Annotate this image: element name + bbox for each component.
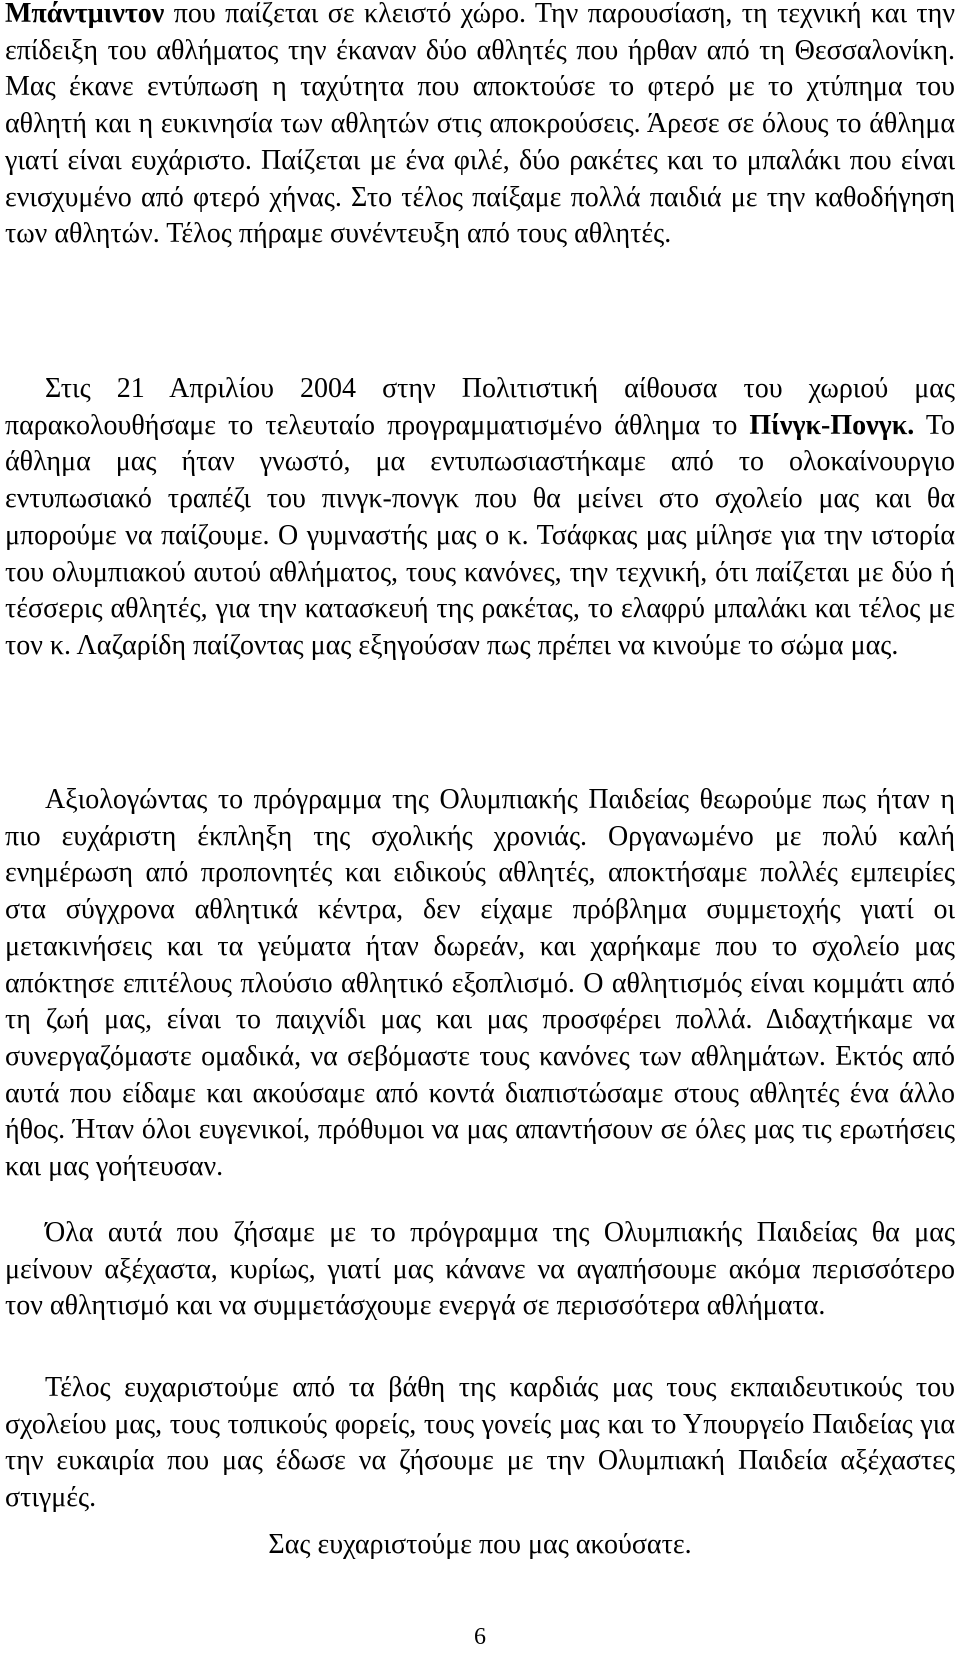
paragraph-ping-pong-text: Το άθλημα μας ήταν γνωστό, μα εντυπωσιαστήκαμε από το ολοκαίνουργιο εντυπωσιακό τραπέζι του πινγκ-πονγκ που θα μείνει στο σχολείο μας και θα μπορούμε να παίζουμε. Ο γυμναστής μας ο κ. Τσάφκας μας μίλησε για την ιστορία του ολυμπιακού αυτού αθλήματος, τους κανόνες, την τεχνική, ότι παίζεται με δύο ή τέσσερις αθλητές, για την κατασκευή της ρακέτας, το ελαφρύ μπαλάκι και τέλος με τον κ. Λαζαρίδη παίζοντας μας εξηγούσαν πως πρέπει να κινούμε το σώμα μας. [5, 409, 956, 661]
paragraph-badminton-text: που παίζεται σε κλειστό χώρο. Την παρουσίαση, τη τεχνική και την επίδειξη του αθλήματος την έκαναν δύο αθλητές που ήρθαν από τη Θεσσαλονίκη. Μας έκανε εντύπωση η ταχύτητα που αποκτούσε το φτερό με το χτύπημα του αθλητή και η ευκινησία των αθλητών στις αποκρούσεις. Άρεσε σε όλους το άθλημα γιατί είναι ευχάριστο. Παίζεται με ένα φιλέ, δύο ρακέτες και το μπαλάκι που είναι ενισχυμένο από φτερό χήνας. Στο τέλος παίξαμε πολλά παιδιά με την καθοδήγηση των αθλητών. Τέλος πήραμε συνέντευξη από τους αθλητές. [5, 0, 955, 250]
paragraph-badminton [5, 0, 955, 253]
paragraph-evaluation: Αξιολογώντας το πρόγραμμα της Ολυμπιακής Παιδείας θεωρούμε πως ήταν η πιο ευχάριστη έκπληξη της σχολικής χρονιάς. Οργανωμένο με πολύ καλή ενημέρωση από προπονητές και ειδικούς αθλητές, αποκτήσαμε πολλές εμπειρίες στα σύγχρονα αθλητικά κέντρα, δεν είχαμε πρόβλημα συμμετοχής γιατί οι μετακινήσεις και τα γεύματα ήταν δωρεάν, και χαρήκαμε που το σχολείο μας απόκτησε επιτέλους πλούσιο αθλητικό εξοπλισμό. Ο αθλητισμός είναι κομμάτι από τη ζωή μας, είναι το παιχνίδι μας και μας προσφέρει πολλά. Διδαχτήκαμε να συνεργαζόμαστε ομαδικά, να σεβόμαστε τους κανόνες των αθλημάτων. Εκτός από αυτά που είδαμε και ακούσαμε από κοντά διαπιστώσαμε στους αθλητές ένα άλλο ήθος. Ήταν όλοι ευγενικοί, πρόθυμοι να μας απαντήσουν σε όλες μας τις ερωτήσεις και μας γοήτευσαν. [5, 784, 955, 1183]
paragraph-ping-pong [5, 371, 955, 665]
paragraph-ping-pong-intro: Στις 21 Απριλίου 2004 στην Πολιτιστική αίθουσα του χωριού μας παρακολουθήσαμε το τελευταίο προγραμματισμένο άθλημα το [5, 373, 955, 441]
ping-pong-term: Πίνγκ-Πονγκ. [749, 409, 915, 441]
closing-line: Σας ευχαριστούμε που μας ακούσατε. [268, 1529, 692, 1560]
badminton-term: Μπάντμιντον [5, 0, 165, 29]
paragraph-memories: Όλα αυτά που ζήσαμε με το πρόγραμμα της Ολυμπιακής Παιδείας θα μας μείνουν αξέχαστα, κυρίως, γιατί μας κάνανε να αγαπήσουμε ακόμα περισσότερο τον αθλητισμό και να συμμετάσχουμε ενεργά σε περισσότερα αθλήματα. [5, 1217, 955, 1322]
page-number: 6 [474, 1624, 486, 1650]
paragraph-thanks: Τέλος ευχαριστούμε από τα βάθη της καρδιάς μας τους εκπαιδευτικούς του σχολείου μας, τους τοπικούς φορείς, τους γονείς μας και το Υπουργείο Παιδείας για την ευκαιρία που μας έδωσε να ζήσουμε με την Ολυμπιακή Παιδεία αξέχαστες στιγμές. [5, 1372, 955, 1514]
